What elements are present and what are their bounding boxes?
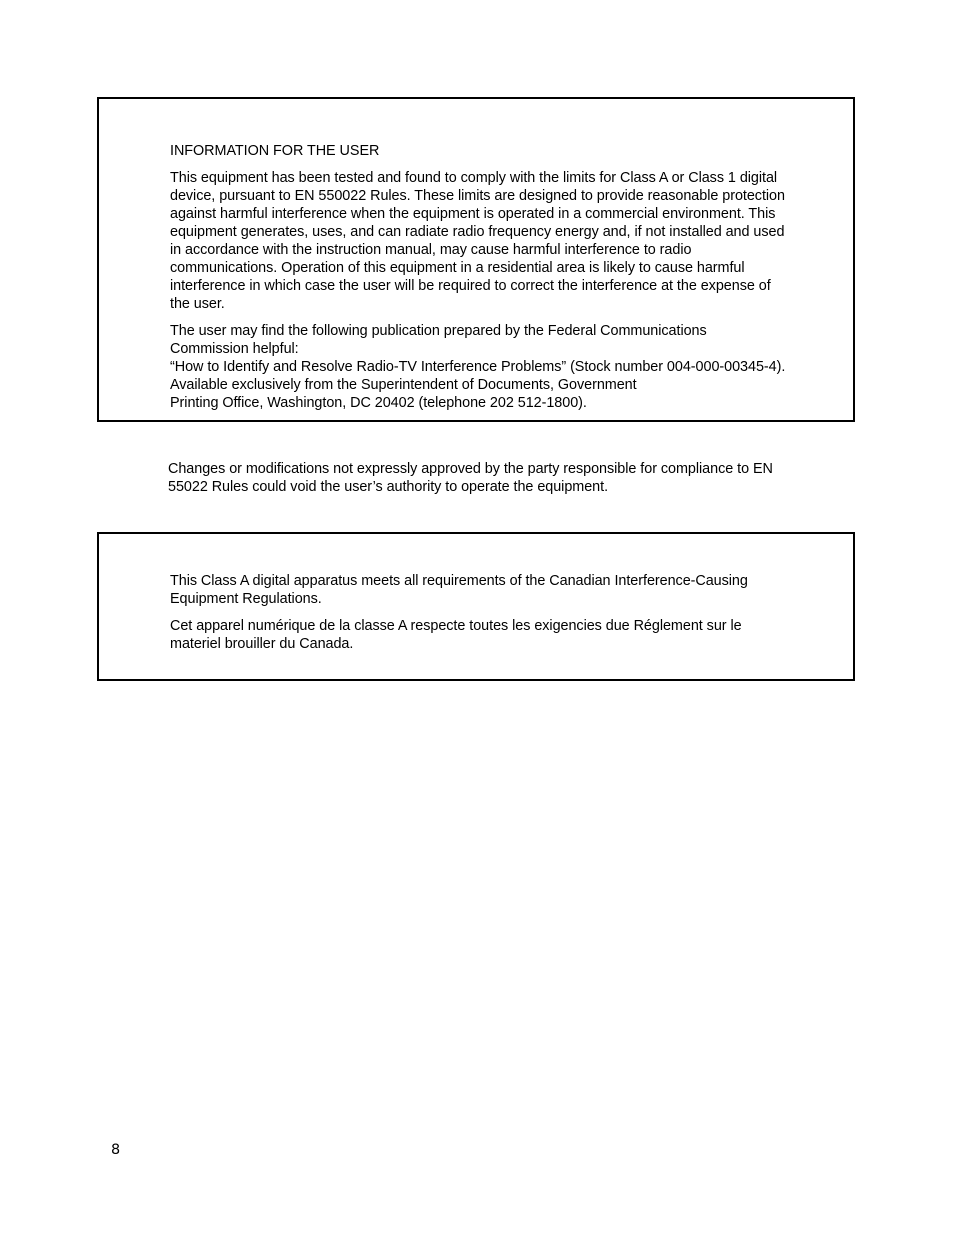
- canada-english-paragraph: [170, 572, 845, 608]
- text-line: device, pursuant to EN 550022 Rules. These limits are designed to provide reasonable protection: [170, 188, 785, 204]
- text-line: This Class A digital apparatus meets all requirements of the Canadian Interference-Causing: [170, 573, 748, 589]
- text-line: interference in which case the user will be required to correct the interference at the expense of: [170, 278, 771, 294]
- canada-french-paragraph: [170, 617, 845, 653]
- page-number: 8: [111, 1142, 121, 1158]
- modifications-notice: [168, 460, 843, 496]
- text-line: Commission helpful:: [170, 341, 299, 357]
- text-line: materiel brouiller du Canada.: [170, 636, 354, 652]
- text-line: “How to Identify and Resolve Radio-TV Interference Problems” (Stock number 004-000-00345-4).: [170, 359, 786, 375]
- text-line: Printing Office, Washington, DC 20402 (telephone 202 512-1800).: [170, 395, 587, 411]
- text-line: the user.: [170, 296, 225, 312]
- publication-paragraph: [170, 322, 845, 412]
- compliance-paragraph: [170, 169, 845, 313]
- text-line: Changes or modifications not expressly approved by the party responsible for compliance to EN: [168, 461, 773, 477]
- text-line: against harmful interference when the equipment is operated in a commercial environment. This: [170, 206, 776, 222]
- text-line: Available exclusively from the Superintendent of Documents, Government: [170, 377, 637, 393]
- user-information-box: [97, 97, 855, 422]
- canada-notice-box: [97, 532, 855, 681]
- text-line: 55022 Rules could void the user’s authority to operate the equipment.: [168, 479, 609, 495]
- text-line: This equipment has been tested and found to comply with the limits for Class A or Class 1 digital: [170, 170, 778, 186]
- text-line: equipment generates, uses, and can radiate radio frequency energy and, if not installed and used: [170, 224, 785, 240]
- user-information-content: [170, 142, 845, 412]
- canada-notice-content: [170, 572, 845, 653]
- text-line: The user may find the following publication prepared by the Federal Communications: [170, 323, 707, 339]
- text-line: communications. Operation of this equipment in a residential area is likely to cause harmful: [170, 260, 745, 276]
- text-line: Equipment Regulations.: [170, 591, 322, 607]
- user-information-heading: INFORMATION FOR THE USER: [170, 143, 380, 159]
- text-line: in accordance with the instruction manual, may cause harmful interference to radio: [170, 242, 692, 258]
- text-line: Cet apparel numérique de la classe A respecte toutes les exigencies due Réglement sur le: [170, 618, 742, 634]
